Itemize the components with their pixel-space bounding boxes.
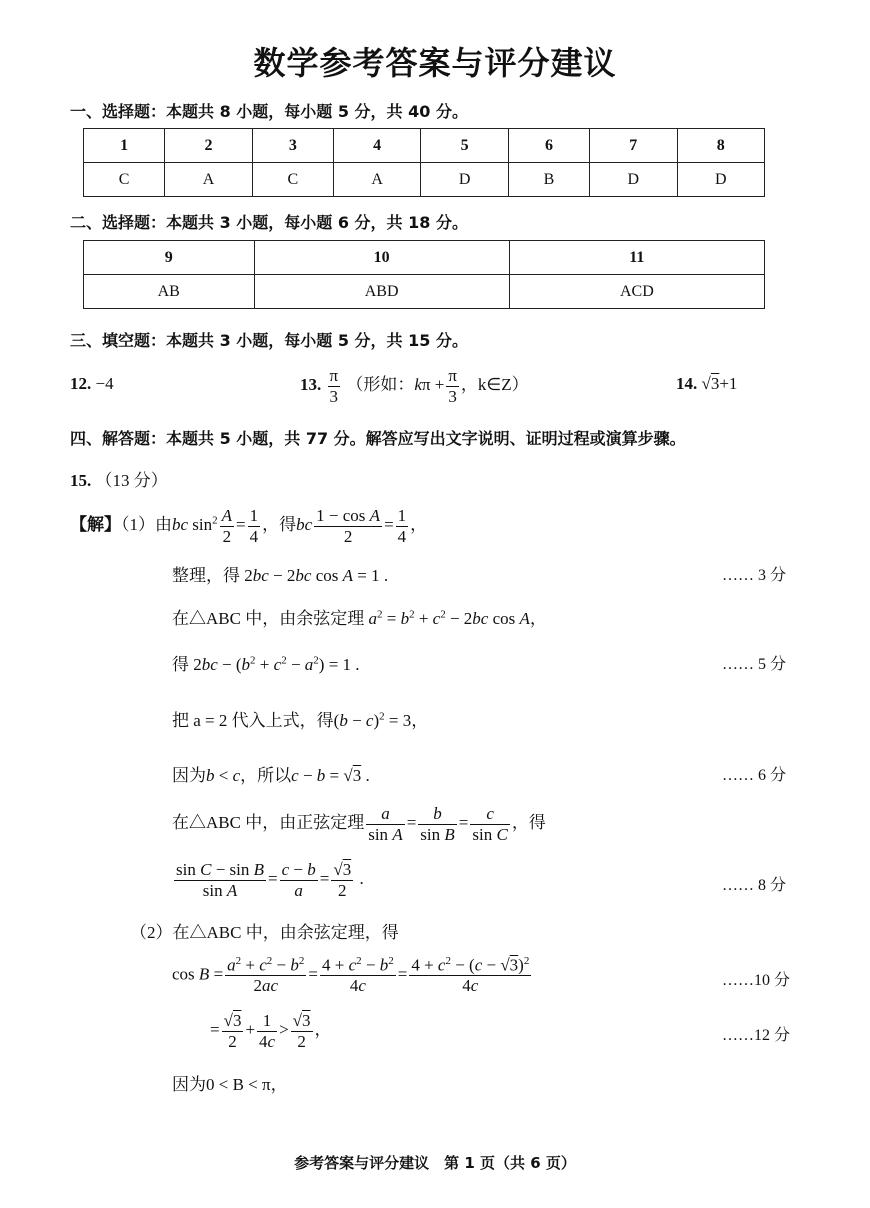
solution-line-9: （2）在△ABC 中，由余弦定理，得 [130,923,399,942]
score-marker: ……12 分 [722,1027,791,1044]
answer-cell: C [84,163,165,197]
solve-tag: 【解】 [70,514,121,534]
question-number: 8 [677,129,765,163]
solution-line-5: 把 a = 2 代入上式，得$(b - c)^2 = 3$， [172,710,429,730]
section-1-heading: 一、选择题：本题共 8 小题，每小题 5 分，共 40 分。 [70,102,468,121]
solution-line-10: cos B = $\frac{a^2 + c^2 - b^2}{2ac}$ = $\frac{4 + c^2 - b^2}{4c}$ = $\frac{4 + c^2 - (c - √3)^2}{4c}$ [172,955,530,996]
solution-line-1: 【解】（1）由bc $\sin^2$ $\frac{A}{2}$ = $\frac{1}{4}$ ，得bc $\frac{\text{1 − cos A}}{2}$ = $\frac{1}{4}$ ， [70,506,428,546]
question-number: 9 [84,241,255,275]
score-marker: …… 3 分 [722,567,787,584]
q13-answer: $\frac{\pi}{3}$ [329,366,339,406]
q13-line: 13. $\frac{\pi}{3}$ （形如：kπ + $\frac{\pi}{3}$ ，k∈Z） [300,366,529,406]
question-number: 6 [508,129,589,163]
question-number: 10 [254,241,509,275]
q15-label: 15. [70,471,92,490]
q14-line: 14. √3+1 [676,374,738,393]
answer-cell: D [421,163,508,197]
page-title: 数学参考答案与评分建议 [253,44,617,82]
solution-line-7: 在△ABC 中，由正弦定理 $\frac{a}{\text{sin A}}$ = $\frac{b}{\text{sin B}}$ = $\frac{c}{\text{sin C}}$ ，得 [172,804,546,844]
answer-cell: ACD [509,275,764,309]
solution-line-8: $\frac{\text{sin C − sin B}}{\text{sin A}}$ = $\frac{c - b}{a}$ = $\frac{√3}{2}$ . [176,860,364,900]
question-number: 11 [509,241,764,275]
solution-line-12: 因为0 < B < π， [172,1075,288,1094]
question-number: 3 [252,129,333,163]
solution-line-6: 因为b < c，所以c − b = √3 . [172,766,370,785]
answer-cell: D [677,163,765,197]
solution-line-2: 整理，得 2bc − 2bc cos A = 1 . [172,566,389,585]
q12-line [70,374,114,394]
score-marker: …… 5 分 [722,656,787,673]
score-marker: …… 6 分 [722,767,787,784]
q12-answer: −4 [95,374,114,393]
question-number: 5 [421,129,508,163]
q13-note-prefix: （形如： [346,374,415,394]
section-3-heading: 三、填空题：本题共 3 小题，每小题 5 分，共 15 分。 [70,331,468,350]
answer-cell: AB [84,275,255,309]
answer-table-1 [83,128,765,197]
question-number: 7 [590,129,677,163]
q13-label: 13. [300,374,322,394]
score-marker: …… 8 分 [722,877,787,894]
answer-cell: A [165,163,252,197]
q15-points: （13 分） [95,471,168,490]
answer-cell: D [590,163,677,197]
answer-cell: A [333,163,420,197]
answer-cell: C [252,163,333,197]
score-marker: ……10 分 [722,972,791,989]
answer-cell: B [508,163,589,197]
q13-note-suffix: ，k∈Z） [460,374,529,394]
answer-cell: ABD [254,275,509,309]
page-footer: 参考答案与评分建议 第 1 页（共 6 页） [294,1154,576,1172]
solution-line-11: = $\frac{√3}{2}$ + $\frac{1}{4c}$ > $\frac{√3}{2}$ ， [210,1011,332,1051]
answer-table-2 [83,240,765,309]
section-2-heading: 二、选择题：本题共 3 小题，每小题 6 分，共 18 分。 [70,213,468,232]
q12-label: 12. [70,374,92,393]
q14-suffix: +1 [719,374,738,393]
solution-line-3: 在△ABC 中，由余弦定理 $a^2 = b^2 + c^2 - 2bc$ cos A， [172,608,547,628]
question-number: 2 [165,129,252,163]
q15-header [70,466,168,491]
q14-label: 14. [676,374,698,393]
question-number: 1 [84,129,165,163]
section-4-heading: 四、解答题：本题共 5 小题，共 77 分。解答应写出文字说明、证明过程或演算步骤。 [70,429,686,448]
question-number: 4 [333,129,420,163]
solution-line-4: 得 $2bc - (b^2 + c^2 - a^2) = 1$ . [172,654,360,674]
